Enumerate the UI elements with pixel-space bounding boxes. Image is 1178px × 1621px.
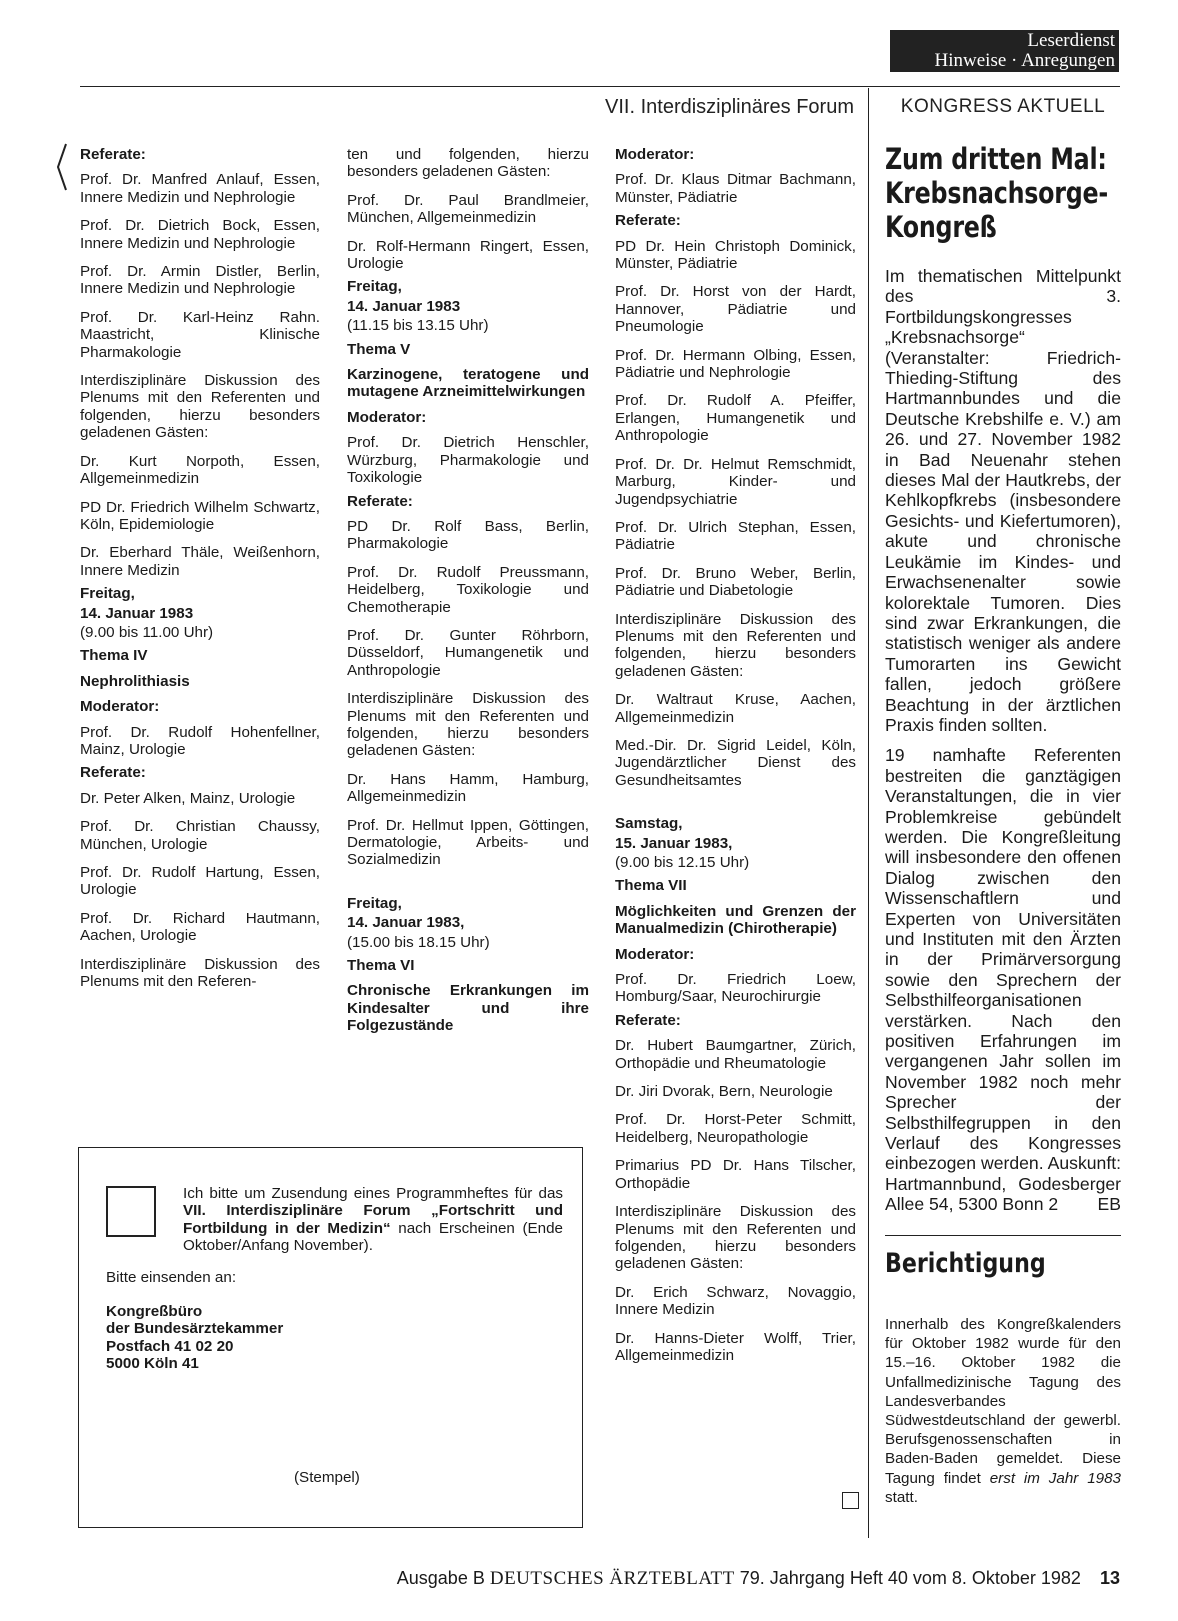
program-entry: Prof. Dr. Klaus Ditmar Bachmann, Münster, Pädiatrie	[615, 171, 856, 206]
footer-edition: Ausgabe B	[396, 1568, 485, 1588]
program-entry: Prof. Dr. Dr. Helmut Remschmidt, Marburg, Kinder- und Jugendpsychiatrie	[615, 455, 856, 508]
program-heading: Referate:	[615, 212, 681, 230]
program-entry: Interdisziplinäre Diskussion des Plenums mit den Referen-	[80, 955, 320, 991]
program-entry: Prof. Dr. Horst-Peter Schmitt, Heidelberg, Neuropathologie	[615, 1111, 856, 1146]
program-entry: ten und folgenden, hierzu besonders geladenen Gästen:	[347, 146, 589, 181]
program-heading: Freitag,	[80, 585, 135, 603]
program-entry: Dr. Erich Schwarz, Novaggio, Innere Medizin	[615, 1283, 856, 1319]
page-number: 13	[1099, 1568, 1120, 1588]
program-heading: Referate:	[347, 492, 413, 510]
program-heading: Samstag,	[615, 815, 683, 833]
order-text-b: nach Erscheinen (Ende Oktober/Anfang November).	[183, 1219, 563, 1255]
berichtigung-text	[885, 1315, 1121, 1507]
program-entry: PD Dr. Friedrich Wilhelm Schwartz, Köln, Epidemiologie	[80, 498, 320, 533]
program-heading: Thema IV	[80, 647, 148, 665]
program-entry: Prof. Dr. Armin Distler, Berlin, Innere Medizin und Nephrologie	[80, 263, 320, 298]
continuation-arrow-icon	[54, 142, 82, 192]
program-entry: Interdisziplinäre Diskussion des Plenums mit den Referenten und folgenden, hierzu besonders geladenen Gästen:	[347, 690, 589, 760]
program-entry: Prof. Dr. Hellmut Ippen, Göttingen, Dermatologie, Arbeits- und Sozialmedizin	[347, 816, 589, 869]
author-initials: EB	[1097, 1194, 1121, 1215]
program-entry: Prof. Dr. Rudolf Hartung, Essen, Urologie	[80, 864, 320, 899]
badge-line2: Hinweise · Anregungen	[934, 50, 1115, 71]
program-entry: Interdisziplinäre Diskussion des Plenums mit den Referenten und folgenden, hierzu besonders geladenen Gästen:	[80, 372, 320, 442]
address-line: Postfach 41 02 20	[106, 1337, 234, 1355]
program-entry: Prof. Dr. Gunter Röhrborn, Düsseldorf, Humangenetik und Anthropologie	[347, 626, 589, 679]
column-divider	[868, 88, 869, 1538]
section-title-kongress: KONGRESS AKTUELL	[900, 96, 1106, 117]
stamp-label: (Stempel)	[294, 1469, 360, 1486]
program-heading: Referate:	[615, 1011, 681, 1029]
program-entry: Prof. Dr. Horst von der Hardt, Hannover, Pädiatrie und Pneumologie	[615, 283, 856, 336]
top-rule	[80, 86, 1120, 87]
article-paragraph-1: Im thematischen Mittelpunkt des 3. Fortbildungskongresses „Krebsnachsorge“ (Veranstalter: Friedrich-Thieding-Stiftung des Hartmannbundes und die Deutsche Krebshilfe e. V.) am 26. und 27. November 1982 in Bad Neuenahr stehen dieses Mal der Hautkrebs, der Kehlkopfkrebs (insbesondere Gesichts- und Kiefertumoren), akute und chronische Leukämie im Kindes- und Erwachsenenalter sowie kolorektale Tumoren. Dies sind zwar Erkrankungen, die statistisch weniger als andere Tumorarten ins Gewicht fallen, jedoch größere Beachtung in der ärztlichen Praxis finden sollten.	[885, 266, 1121, 735]
badge-line1: Leserdienst	[1027, 30, 1115, 51]
berichtigung-headline: Berichtigung	[885, 1248, 1046, 1279]
program-heading: Moderator:	[615, 146, 695, 163]
program-heading: 14. Januar 1983	[347, 297, 461, 315]
program-entry: (15.00 bis 18.15 Uhr)	[347, 933, 490, 951]
program-entry: Dr. Peter Alken, Mainz, Urologie	[80, 789, 296, 807]
article-paragraph-2	[885, 745, 1121, 1214]
program-heading: 14. Januar 1983	[80, 604, 194, 622]
program-entry: PD Dr. Hein Christoph Dominick, Münster, Pädiatrie	[615, 237, 856, 273]
program-heading: Thema VII	[615, 877, 687, 895]
program-column-2	[347, 146, 589, 1043]
program-entry: Prof. Dr. Dietrich Henschler, Würzburg, Pharmakologie und Toxikologie	[347, 434, 589, 487]
program-entry: Dr. Hubert Baumgartner, Zürich, Orthopädie und Rheumatologie	[615, 1037, 856, 1072]
program-entry: Interdisziplinäre Diskussion des Plenums mit den Referenten und folgenden, hierzu besonders geladenen Gästen:	[615, 1203, 856, 1273]
order-text-bold: VII. Interdisziplinäre Forum „Fortschritt und Fortbildung in der Medizin“	[183, 1202, 563, 1237]
program-column-3	[615, 146, 856, 1375]
program-entry: Dr. Hanns-Dieter Wolff, Trier, Allgemeinmedizin	[615, 1329, 856, 1364]
program-heading: Moderator:	[615, 945, 695, 963]
program-entry: Dr. Hans Hamm, Hamburg, Allgemeinmedizin	[347, 770, 589, 806]
program-column-1	[80, 146, 320, 1001]
program-entry: Primarius PD Dr. Hans Tilscher, Orthopädie	[615, 1157, 856, 1192]
program-entry: Dr. Jiri Dvorak, Bern, Neurologie	[615, 1083, 833, 1101]
program-entry: Dr. Waltraut Kruse, Aachen, Allgemeinmedizin	[615, 691, 856, 726]
program-entry: PD Dr. Rolf Bass, Berlin, Pharmakologie	[347, 517, 589, 553]
program-entry: Dr. Rolf-Hermann Ringert, Essen, Urologie	[347, 237, 589, 273]
address-line: der Bundesärztekammer	[106, 1320, 284, 1338]
program-entry: Prof. Dr. Rudolf Preussmann, Heidelberg, Toxikologie und Chemotherapie	[347, 563, 589, 616]
program-heading: Freitag,	[347, 894, 402, 912]
order-text	[183, 1185, 563, 1255]
page-footer	[290, 1568, 1120, 1590]
program-entry: Dr. Kurt Norpoth, Essen, Allgemeinmedizin	[80, 452, 320, 488]
program-entry: Interdisziplinäre Diskussion des Plenums mit den Referenten und folgenden, hierzu besonders geladenen Gästen:	[615, 610, 856, 680]
program-entry: Prof. Dr. Christian Chaussy, München, Urologie	[80, 818, 320, 853]
program-heading: 14. Januar 1983,	[347, 914, 465, 932]
section-title-forum: VII. Interdisziplinäres Forum	[605, 96, 854, 118]
article-headline: Zum dritten Mal: Krebsnachsorge-Kongreß	[885, 142, 1109, 244]
program-heading: Thema V	[347, 340, 411, 358]
berichtigung-rule	[885, 1235, 1121, 1236]
program-entry: Prof. Dr. Paul Brandlmeier, München, Allgemeinmedizin	[347, 191, 589, 227]
program-entry: Prof. Dr. Dietrich Bock, Essen, Innere Medizin und Nephrologie	[80, 217, 320, 252]
program-entry: Prof. Dr. Richard Hautmann, Aachen, Urologie	[80, 909, 320, 945]
program-entry: (9.00 bis 12.15 Uhr)	[615, 854, 750, 871]
program-heading: Moderator:	[347, 408, 427, 426]
end-mark	[842, 1492, 859, 1509]
program-entry: Prof. Dr. Manfred Anlauf, Essen, Innere Medizin und Nephrologie	[80, 171, 320, 206]
program-heading: Moderator:	[80, 698, 160, 716]
program-heading: Chronische Erkrankungen im Kindesalter und ihre Folgezustände	[347, 982, 589, 1035]
program-entry: Prof. Dr. Rudolf Hohenfellner, Mainz, Urologie	[80, 723, 320, 758]
order-checkbox[interactable]	[106, 1186, 156, 1237]
berichtigung-text-b: statt.	[885, 1488, 918, 1506]
berichtigung-text-a: Innerhalb des Kongreßkalenders für Oktober 1982 wurde für den 15.–16. Oktober 1982 die Unfallmedizinische Tagung des Landesverbandes Südwestdeutschland der gewerbl. Berufsgenossenschaften in Baden-Baden gemeldet. Diese Tagung findet	[885, 1316, 1121, 1487]
program-entry: (11.15 bis 13.15 Uhr)	[347, 317, 489, 335]
footer-issue: 79. Jahrgang Heft 40 vom 8. Oktober 1982	[739, 1568, 1081, 1588]
program-entry: Prof. Dr. Hermann Olbing, Essen, Pädiatrie und Nephrologie	[615, 346, 856, 382]
program-entry: Med.-Dir. Dr. Sigrid Leidel, Köln, Jugendärztlicher Dienst des Gesundheitsamtes	[615, 736, 856, 789]
article-paragraph-2-text: 19 namhafte Referenten bestreiten die ganztägigen Veranstaltungen, die in vier Problemkreise gebündelt werden. Die Kongreßleitung will insbesondere den offenen Dialog zwischen den Wissenschaftlern und Experten von Universitäten und Instituten mit den Ärzten in der Primärversorgung sowie den Sprechern der Selbsthilfeorganisationen verstärken. Nach den positiven Erfahrungen im vergangenen Jahr sollen im November 1982 noch mehr Sprecher der Selbsthilfegruppen in den Verlauf des Kongresses einbezogen werden. Auskunft: Hartmannbund, Godesberger Allee 54, 5300 Bonn 2	[885, 745, 1121, 1215]
order-text-a: Ich bitte um Zusendung eines Programmheftes für das	[183, 1185, 563, 1202]
program-heading: Thema VI	[347, 957, 415, 975]
order-send-label: Bitte einsenden an:	[106, 1269, 237, 1286]
program-entry: Prof. Dr. Friedrich Loew, Homburg/Saar, Neurochirurgie	[615, 971, 856, 1006]
order-address	[106, 1303, 283, 1373]
program-entry: Prof. Dr. Rudolf A. Pfeiffer, Erlangen, Humangenetik und Anthropologie	[615, 392, 856, 445]
program-entry: Dr. Eberhard Thäle, Weißenhorn, Innere Medizin	[80, 544, 320, 579]
program-heading: Freitag,	[347, 278, 402, 296]
section-badge	[890, 30, 1119, 72]
article-body	[885, 266, 1121, 1215]
program-entry: Prof. Dr. Ulrich Stephan, Essen, Pädiatrie	[615, 518, 856, 554]
berichtigung-text-em: erst im Jahr 1983	[989, 1469, 1121, 1487]
program-heading: Karzinogene, teratogene und mutagene Arzneimittelwirkungen	[347, 366, 589, 401]
program-heading: Referate:	[80, 146, 146, 163]
address-line: 5000 Köln 41	[106, 1355, 199, 1373]
address-line: Kongreßbüro	[106, 1303, 203, 1320]
footer-magazine: DEUTSCHES ÄRZTEBLATT	[489, 1568, 735, 1589]
program-heading: 15. Januar 1983,	[615, 834, 733, 852]
program-entry: Prof. Dr. Bruno Weber, Berlin, Pädiatrie und Diabetologie	[615, 564, 856, 600]
article-kongress	[885, 142, 1121, 1225]
program-heading: Referate:	[80, 764, 146, 782]
program-entry: (9.00 bis 11.00 Uhr)	[80, 623, 214, 641]
program-entry: Prof. Dr. Karl-Heinz Rahn. Maastricht, Klinische Pharmakologie	[80, 308, 320, 361]
program-heading: Nephrolithiasis	[80, 672, 190, 690]
program-heading: Möglichkeiten und Grenzen der Manualmedizin (Chirotherapie)	[615, 902, 856, 938]
